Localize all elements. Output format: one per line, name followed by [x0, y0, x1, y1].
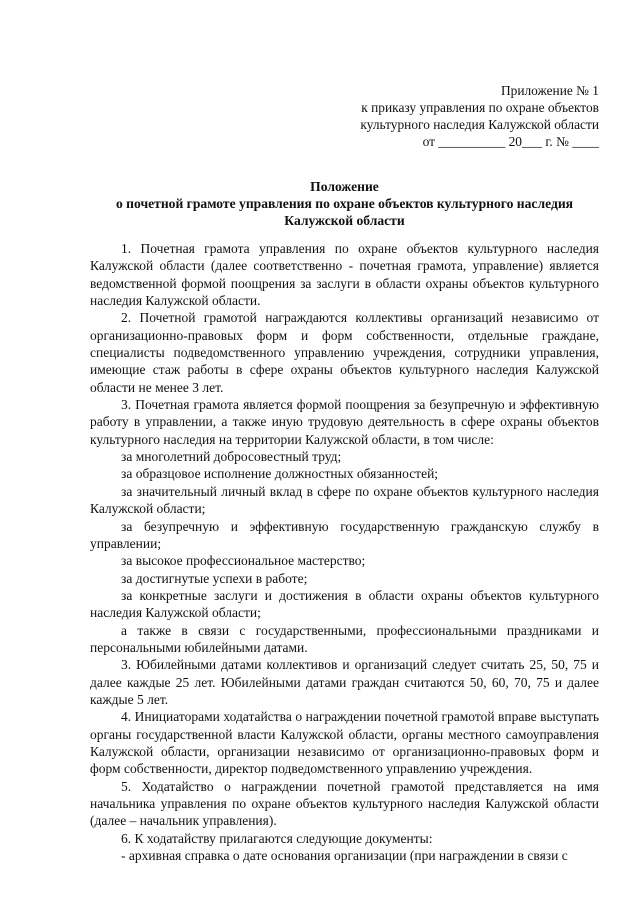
appendix-number: Приложение № 1	[500, 83, 599, 98]
paragraph-1: 1. Почетная грамота управления по охране объектов культурного наследия Калужской области (далее соответственно - почетная грамота, управление) является ведомственной формой поощрения за заслуги в области охраны объектов культурного наследия Калужской области.	[90, 241, 599, 309]
list-item: - архивная справка о дате основания организации (при награждении в связи с	[121, 848, 568, 864]
list-item: за значительный личный вклад в сфере по охране объектов культурного наследия Калужской области;	[90, 483, 599, 517]
appendix-order-line: к приказу управления по охране объектов	[361, 100, 599, 115]
title-line-1: Положение	[310, 179, 379, 194]
list-item: за образцовое исполнение должностных обязанностей;	[121, 466, 439, 482]
title-line-3: Калужской области	[284, 213, 405, 228]
document-title	[90, 178, 599, 229]
paragraph-4: 4. Инициаторами ходатайства о награждении почетной грамотой вправе выступать органы государственной власти Калужской области, органы местного самоуправления Калужской области, организации независимо от организационно-правовых форм и форм собственности, директор подведомственного управлению учреждения.	[90, 709, 599, 777]
appendix-authority-line: культурного наследия Калужской области	[360, 117, 599, 132]
paragraph-3: 3. Почетная грамота является формой поощрения за безупречную и эффективную работу в управлении, а также иную трудовую деятельность в сфере охраны объектов культурного наследия на территории Калужской области, в том числе:	[90, 397, 599, 447]
paragraph-jubilee: 3. Юбилейными датами коллективов и организаций следует считать 25, 50, 75 и далее каждые 25 лет. Юбилейными датами граждан считаются 50, 60, 70, 75 и далее каждые 5 лет.	[90, 657, 599, 707]
list-item: а также в связи с государственными, профессиональными праздниками и персональными юбилейными датами.	[90, 622, 599, 655]
title-line-2: о почетной грамоте управления по охране объектов культурного наследия	[115, 196, 574, 211]
appendix-date-line: от __________ 20___ г. № ____	[422, 134, 599, 149]
paragraph-5: 5. Ходатайство о награждении почетной грамотой представляется на имя начальника управления по охране объектов культурного наследия Калужской области (далее – начальник управления).	[90, 778, 599, 829]
paragraph-6: 6. К ходатайству прилагаются следующие документы:	[121, 830, 433, 846]
paragraph-2: 2. Почетной грамотой награждаются коллективы организаций независимо от организационно-правовых форм и форм собственности, отдельные граждане, специалисты подведомственного управлению учреждения, сотрудники управления, имеющие стаж работы в сфере охраны объектов культурного наследия Калужской области не менее 3 лет.	[90, 310, 599, 395]
list-item: за многолетний добросовестный труд;	[121, 449, 342, 465]
list-item: за конкретные заслуги и достижения в области охраны объектов культурного наследия Калужской области;	[90, 587, 599, 621]
list-item: за безупречную и эффективную государственную гражданскую службу в управлении;	[90, 518, 599, 551]
appendix-header	[279, 82, 599, 150]
list-item: за достигнутые успехи в работе;	[121, 570, 308, 586]
list-item: за высокое профессиональное мастерство;	[121, 553, 366, 569]
document-body	[90, 240, 599, 864]
